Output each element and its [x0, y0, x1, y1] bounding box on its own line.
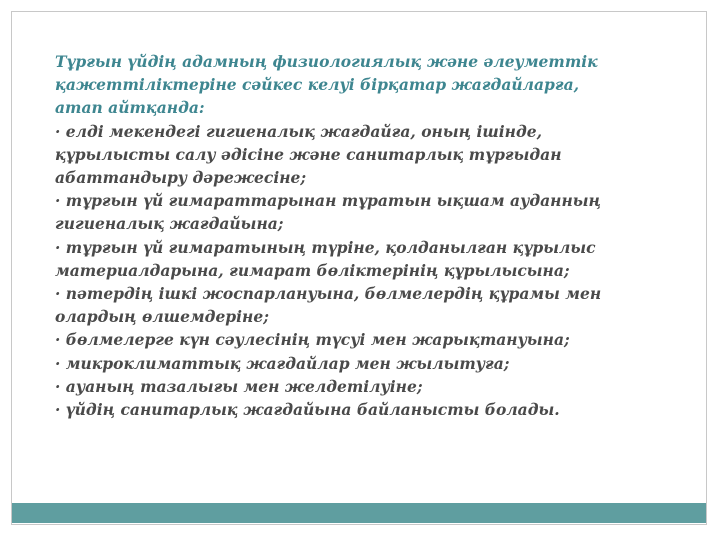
list-item: · үйдің санитарлық жағдайына байланысты болады.	[55, 400, 560, 420]
list-item: · пәтердің ішкі жоспарлануына, бөлмелердің құрамы мен олардың өлшемдеріне;	[55, 284, 602, 327]
list-item: · микроклиматтық жағдайлар мен жылытуға;	[55, 353, 510, 373]
footer-bar	[12, 503, 706, 523]
slide-text-body	[55, 50, 615, 421]
list-item: · бөлмелерге күн сәулесінің түсуі мен жарықтануына;	[55, 330, 570, 350]
list-item: · тұрғын үй ғимараттарынан тұратын ықшам ауданның гигиеналық жағдайына;	[55, 191, 602, 234]
list-item: · елді мекендегі гигиеналық жағдайға, оның ішінде, құрылысты салу әдісіне және санитарлық тұрғыдан абаттандыру дәрежесіне;	[55, 121, 562, 188]
list-item: · тұрғын үй ғимаратының түріне, қолданылған құрылыс материалдарына, ғимарат бөліктерінің құрылысына;	[55, 237, 596, 280]
list-item: · ауаның тазалығы мен желдетілуіне;	[55, 376, 423, 396]
intro-paragraph: Тұрғын үйдің адамның физиологиялық және әлеуметтік қажеттіліктеріне сәйкес келуі бірқатар жағдайларға, атап айтқанда:	[55, 52, 598, 118]
